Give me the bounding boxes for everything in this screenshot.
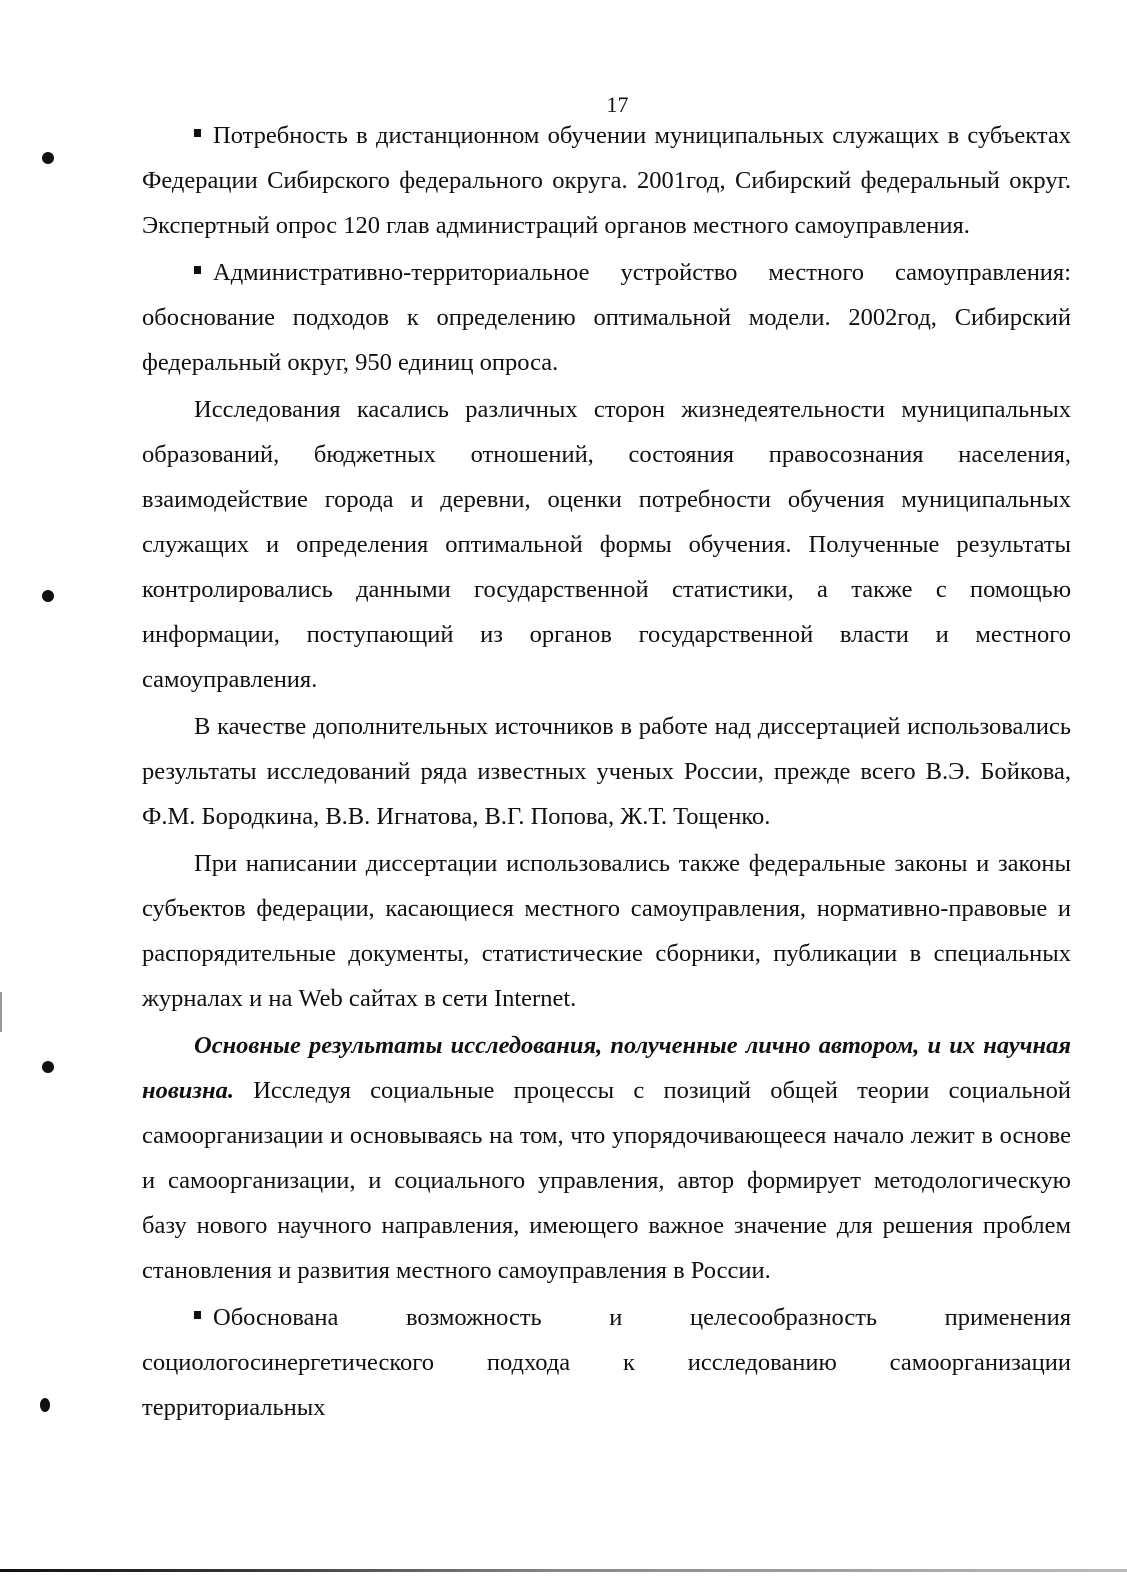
paragraph-text: Исследуя социальные процессы с позиций общей теории социальной самоорганизации и основываясь на том, что упорядочивающееся начало лежит в основе и самоорганизации, и социального управления, автор формирует методологическую базу нового научного направления, имеющего важное значение для решения проблем становления и развития местного самоуправления в России. (142, 1077, 1071, 1284)
paragraph-text: Потребность в дистанционном обучении муниципальных служащих в субъектах Федерации Сибирского федерального округа. 2001год, Сибирский федеральный округ. Экспертный опрос 120 глав администраций органов местного самоуправления. (142, 122, 1071, 239)
paragraph-text: Обоснована возможность и целесообразность применения социологосинергетического подхода к исследованию самоорганизации территориальных (142, 1304, 1071, 1421)
page-number: 17 (606, 92, 629, 117)
body-text (142, 113, 1071, 1432)
bullet-paragraph (142, 250, 1071, 385)
scan-edge-mark (0, 992, 2, 1032)
paragraph (142, 841, 1071, 1021)
punch-hole-mark (40, 1398, 50, 1412)
paragraph (142, 1023, 1071, 1293)
paragraph-text: Исследования касались различных сторон жизнедеятельности муниципальных образований, бюджетных отношений, состояния правосознания населения, взаимодействие города и деревни, оценки потребности обучения муниципальных служащих и определения оптимальной формы обучения. Полученные результаты контролировались данными государственной статистики, а также с помощью информации, поступающий из органов государственной власти и местного самоуправления. (142, 396, 1071, 693)
paragraph (142, 387, 1071, 702)
bullet-paragraph (142, 113, 1071, 248)
paragraph-text: В качестве дополнительных источников в работе над диссертацией использовались результаты исследований ряда известных ученых России, прежде всего В.Э. Бойкова, Ф.М. Бородкина, В.В. Игнатова, В.Г. Попова, Ж.Т. Тощенко. (142, 713, 1071, 830)
bullet-square-icon (194, 129, 201, 137)
scan-bottom-edge (0, 1569, 1127, 1572)
bullet-square-icon (194, 266, 201, 274)
bullet-paragraph (142, 1295, 1071, 1430)
paragraph-text: При написании диссертации использовались также федеральные законы и законы субъектов федерации, касающиеся местного самоуправления, нормативно-правовые и распорядительные документы, статистические сборники, публикации в специальных журналах и на Web сайтах в сети Internet. (142, 850, 1071, 1012)
paragraph (142, 704, 1071, 839)
punch-hole-mark (42, 590, 54, 602)
punch-hole-mark (42, 152, 54, 164)
punch-hole-mark (42, 1061, 54, 1073)
paragraph-text: Административно-территориальное устройство местного самоуправления: обоснование подходов к определению оптимальной модели. 2002год, Сибирский федеральный округ, 950 единиц опроса. (142, 259, 1071, 376)
section-lead-heading: Основные результаты исследования, полученные лично автором, и их научная новизна. (142, 1032, 1071, 1104)
bullet-square-icon (194, 1311, 201, 1319)
